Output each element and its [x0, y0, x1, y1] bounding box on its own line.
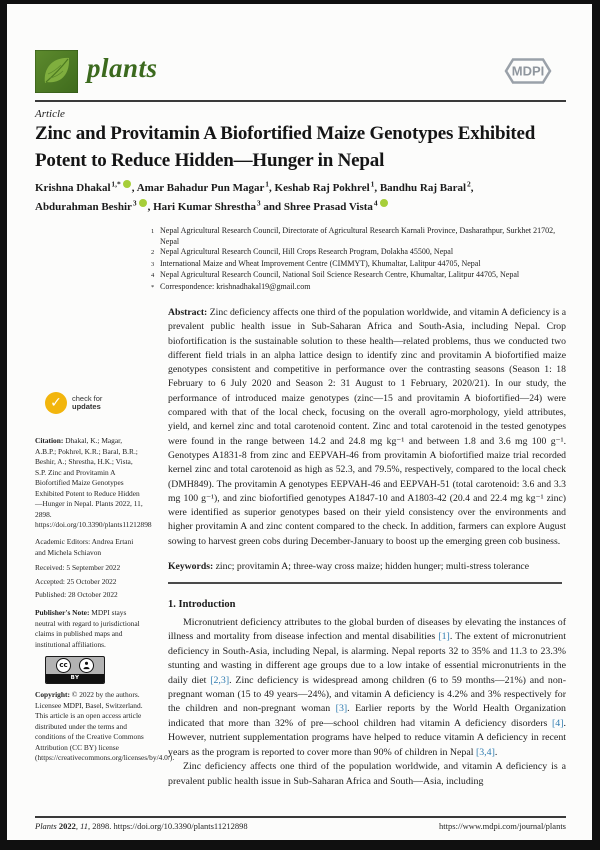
footer-citation[interactable]: Plants 2022, 11, 2898. https://doi.org/10.3390/plants11212898 [35, 821, 248, 831]
author[interactable]: Hari Kumar Shrestha $^3$ and [153, 198, 284, 214]
orcid-icon[interactable] [123, 180, 131, 188]
author[interactable]: Keshab Raj Pokhrel $^1$, [274, 179, 380, 194]
orcid-icon[interactable] [380, 199, 388, 207]
section-heading-introduction: 1. Introduction [168, 599, 236, 611]
check-for-updates-line1: check for [72, 393, 103, 403]
article-type-label: Article [35, 108, 65, 120]
received-date: Received: 5 September 2022 [35, 563, 121, 572]
author-list [35, 176, 566, 215]
title-line-2: Potent to Reduce Hidden—Hunger in Nepal [35, 150, 385, 171]
affiliation: 1 Nepal Agricultural Research Council, Directorate of Agricultural Research Karnali Province, Dasharathpur, Surkhet 21702, Nepal [151, 226, 556, 246]
title-line-1: Zinc and Provitamin A Biofortified Maize Genotypes Exhibited [35, 123, 536, 144]
affiliation: 3 International Maize and Wheat Improvement Centre (CIMMYT), Khumaltar, Lalitpur 44705, Nepal [151, 258, 481, 268]
footer-divider [35, 816, 566, 818]
copyright-block: Copyright: © 2022 by the authors. Licensee MDPI, Basel, Switzerland. This article is an open access article distributed under the terms and conditions of the Creative Commons Attribution (CC BY) license (https://creativecommons.org/licenses/by/4.0/). [35, 690, 175, 762]
abstract-label: Abstract: [168, 307, 208, 318]
published-date: Published: 28 October 2022 [35, 590, 118, 599]
citation-ref[interactable]: [3] [335, 703, 348, 715]
copyright-text[interactable]: © 2022 by the authors. Licensee MDPI, Basel, Switzerland. This article is an open access article distributed under the terms and conditions of the Creative Commons Attribution (CC BY) license (https://creativecommons.org/licenses/by/4.0/). [35, 690, 175, 762]
author[interactable]: Krishna Dhakal $^{1,*}$ , [35, 179, 137, 194]
cc-icon: cc [56, 658, 71, 673]
plants-journal-logo [35, 50, 78, 93]
intro-paragraph-1: Micronutrient deficiency attributes to the global burden of diseases by elevating the instances of illness and mortality from disease infection and mental disabilities [1]. The extent of micronutrient deficiency in South-Asia, including Nepal, is alarming. Nepal reports 32 to 35% and 11.3 to 23.3% stunting and wasting in different age groups due to a low intake of essential micronutrients in the daily diet [2,3]. Zinc deficiency is widespread among children (6 to 59 months—21%) and non-pregnant woman (15 to 49 years—24%), and vitamin A deficiency is 4.2% and 3% respectively for the children and non-pregnant woman [3]. Earlier reports by the World Health Organization indicated that more than 32% of pre—school children had vitamin A deficiency disorders [4]. However, nutrient supplementation programs have helped to reduce vitamin A deficiency in recent years as the program is reported to cover more than 90% of children in Nepal [3,4]. [168, 617, 566, 758]
author[interactable]: Amar Bahadur Pun Magar $^1$, [136, 179, 275, 194]
accepted-date: Accepted: 25 October 2022 [35, 576, 117, 586]
page-title [35, 120, 575, 174]
keywords-divider [168, 582, 562, 584]
person-icon [79, 658, 94, 673]
abstract: Abstract: Zinc deficiency affects one third of the population worldwide, and vitamin A deficiency is a prevalent public health issue in Sub-Saharan Africa and South-Asia, including Nepal. Crop biofortification is the sustainable solution to these health—related problems, thus we conducted two different field trials in an alpha lattice design to identify zinc and provitamin A biofortified maize genotypes consistent and competitive in performance over the contrasting seasons (Season 1: 18 February to 6 July 2020 and Season 2: 31 August to 1 February, 2020/21). In our study, the performance of introduced maize genotypes (zinc—15 and provitamin A biofortified—24) were compared with that of the local check, focusing on the overall agro-morphology, yield attributes, yield, and kernel zinc and total carotenoid content. Zinc and total carotenoid in the tested genotypes were found in the range between 14.2 and 24.8 mg kg⁻¹ and between 1.8 and 3.6 mg 100 g⁻¹. Genotypes A1831-8 from zinc and EEPVAH-46 from provitamin A biofortified maize trial recorded kernel zinc and total carotenoid as high as 52.3, and 79.5%, respectively, compared to the local check (DMH849). The provitamin A genotypes EEPVAH-46 and EEPVAH-51 (total carotenoid: 3.6 and 3.3 mg 100 g⁻¹), and zinc biofortified genotypes A1847-10 and A1803-42 (20.4 and 22.4 mg kg⁻¹ zinc) were identified as superior genotypes based on their yield consistency over the environments and higher provitamin A and zinc content compared to the check. In addition, farmers can explore August sowing to harvest green cobs during December-January to boost up the emerging green cob business. [168, 307, 566, 547]
citation-block: Citation: Dhakal, K.; Magar, A.B.P.; Pokhrel, K.R.; Baral, B.R.; Beshir, A.; Shrestha, H.K.; Vista, S.P. Zinc and Provitamin A Biofortified Maize Genotypes Exhibited Potent to Reduce Hidden—Hunger in Nepal. Plants 2022, 11, 2898. https://doi.org/10.3390/plants11212898 [35, 436, 152, 529]
cc-by-license-badge[interactable] [45, 656, 105, 684]
mdpi-text: MDPI [511, 63, 545, 79]
keywords-label: Keywords: [168, 561, 214, 573]
check-for-updates-badge[interactable] [45, 392, 102, 414]
intro-paragraph-2: Zinc deficiency affects one third of the population worldwide, and vitamin A deficiency is a prevalent public health issue in Sub-Saharan Africa and South—Asia, including [168, 761, 566, 787]
mdpi-logo[interactable] [499, 56, 557, 91]
header-divider [35, 100, 566, 102]
author[interactable]: Abdurahman Beshir $^3$ , [35, 198, 154, 214]
publishers-note: Publisher's Note: MDPI stays neutral with regard to jurisdictional claims in published maps and institutional affiliations. [35, 608, 140, 649]
affiliation: 2 Nepal Agricultural Research Council, Hill Crops Research Program, Dolakha 45500, Nepal [151, 247, 454, 256]
citation-ref[interactable]: [4] [552, 717, 564, 729]
main-column [151, 226, 566, 789]
article-dates [35, 563, 144, 604]
citation-text[interactable]: Dhakal, K.; Magar, A.B.P.; Pokhrel, K.R.; Baral, B.R.; Beshir, A.; Shrestha, H.K.; Vista, S.P. Zinc and Provitamin A Biofortified Maize Genotypes Exhibited Potent to Reduce Hidden—Hunger in Nepal. Plants 2022, 11, 2898. https://doi.org/10.3390/plants11212898 [35, 436, 152, 529]
leaf-icon [35, 50, 78, 93]
correspondence-line[interactable]: * Correspondence: krishnadhakal19@gmail.com [151, 281, 311, 291]
citation-ref[interactable]: [3,4] [475, 746, 495, 758]
affiliation: 4 Nepal Agricultural Research Council, National Soil Science Research Centre, Khumaltar, Lalitpur 44705, Nepal [151, 270, 520, 279]
academic-editors: Academic Editors: Andrea Ertani and Michela Schiavon [35, 537, 134, 557]
orcid-icon[interactable] [139, 199, 147, 207]
author[interactable]: Shree Prasad Vista $^4$ [284, 201, 389, 213]
citation-ref[interactable]: [2,3] [210, 674, 230, 686]
author[interactable]: Bandhu Raj Baral $^2$, [379, 179, 474, 194]
check-icon: ✓ [45, 392, 67, 414]
citation-ref[interactable]: [1] [438, 631, 450, 643]
paper-page [7, 4, 592, 840]
journal-name: plants [87, 53, 158, 83]
footer-journal-url[interactable]: https://www.mdpi.com/journal/plants [439, 821, 566, 831]
keywords: Keywords: zinc; provitamin A; three-way cross maize; hidden hunger; multi-stress tolerance [168, 561, 530, 573]
check-for-updates-line2: updates [72, 402, 101, 411]
cc-by-label: BY [46, 674, 104, 683]
affiliation-list [151, 226, 566, 293]
